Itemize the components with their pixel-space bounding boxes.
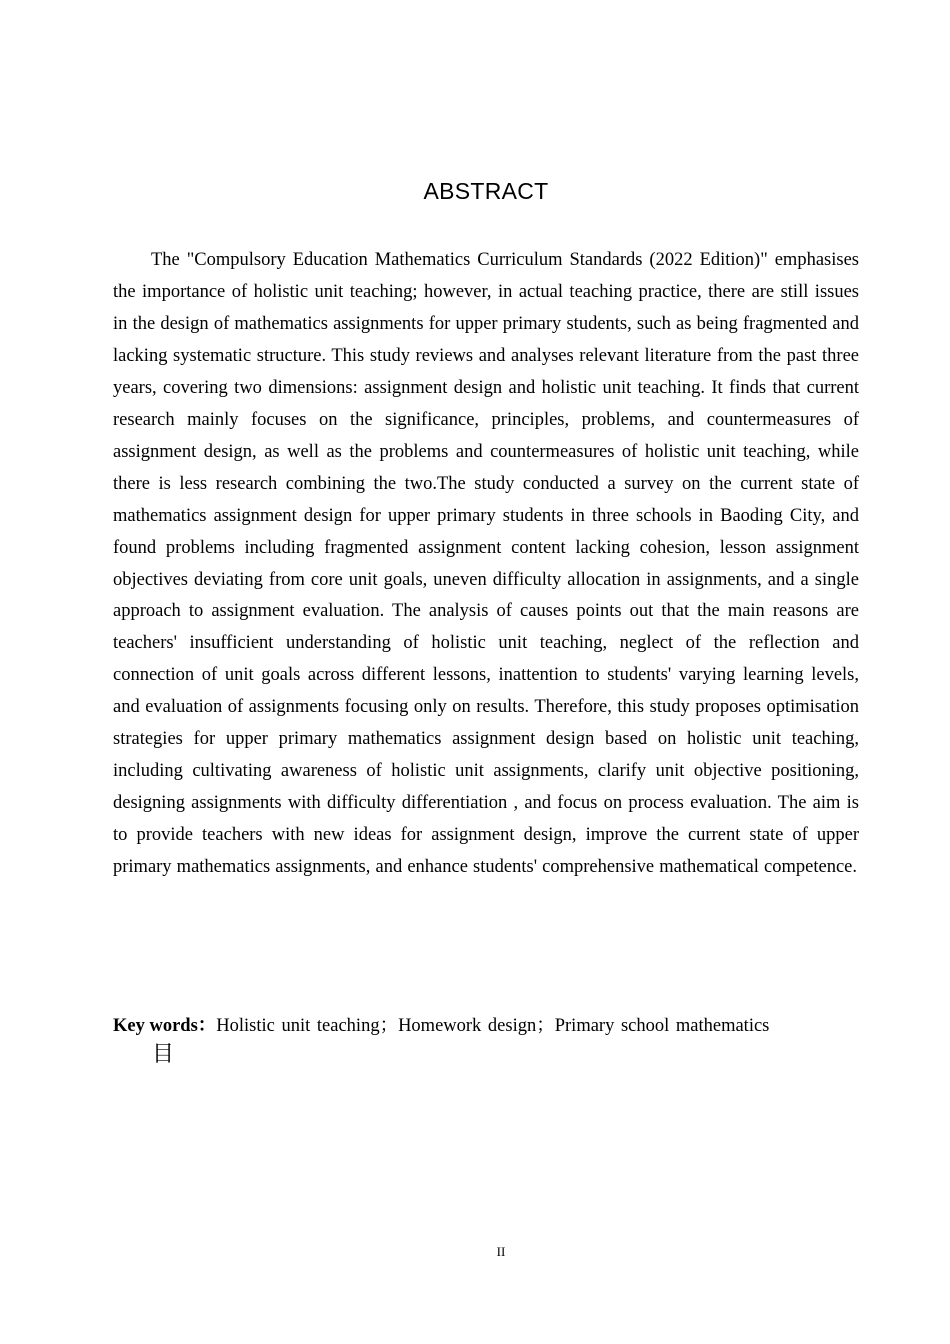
abstract-title: ABSTRACT <box>423 178 549 204</box>
keywords-text: Holistic unit teaching；Homework design；Primary school mathematics <box>216 1016 770 1036</box>
trailing-character: 目 <box>152 1042 175 1067</box>
keywords-line <box>113 1011 873 1041</box>
keywords-label: Key words： <box>113 1016 217 1036</box>
page-number: II <box>496 1244 506 1259</box>
abstract-paragraph: The "Compulsory Education Mathematics Curriculum Standards (2022 Edition)" emphasises the importance of holistic unit teaching; however, in actual teaching practice, there are still issues in the design of mathematics assignments for upper primary students, such as being fragmented and lacking systematic structure. This study reviews and analyses relevant literature from the past three years, covering two dimensions: assignment design and holistic unit teaching. It finds that current research mainly focuses on the significance, principles, problems, and countermeasures of assignment design, as well as the problems and countermeasures of holistic unit teaching, while there is less research combining the two.The study conducted a survey on the current state of mathematics assignment design for upper primary students in three schools in Baoding City, and found problems including fragmented assignment content lacking cohesion, lesson assignment objectives deviating from core unit goals, uneven difficulty allocation in assignments, and a single approach to assignment evaluation. The analysis of causes points out that the main reasons are teachers' insufficient understanding of holistic unit teaching, neglect of the reflection and connection of unit goals across different lessons, inattention to students' varying learning levels, and evaluation of assignments focusing only on results. Therefore, this study proposes optimisation strategies for upper primary mathematics assignment design based on holistic unit teaching, including cultivating awareness of holistic unit assignments, clarify unit objective positioning, designing assignments with difficulty differentiation , and focus on process evaluation. The aim is to provide teachers with new ideas for assignment design, improve the current state of upper primary mathematics assignments, and enhance students' comprehensive mathematical competence. <box>113 250 859 878</box>
